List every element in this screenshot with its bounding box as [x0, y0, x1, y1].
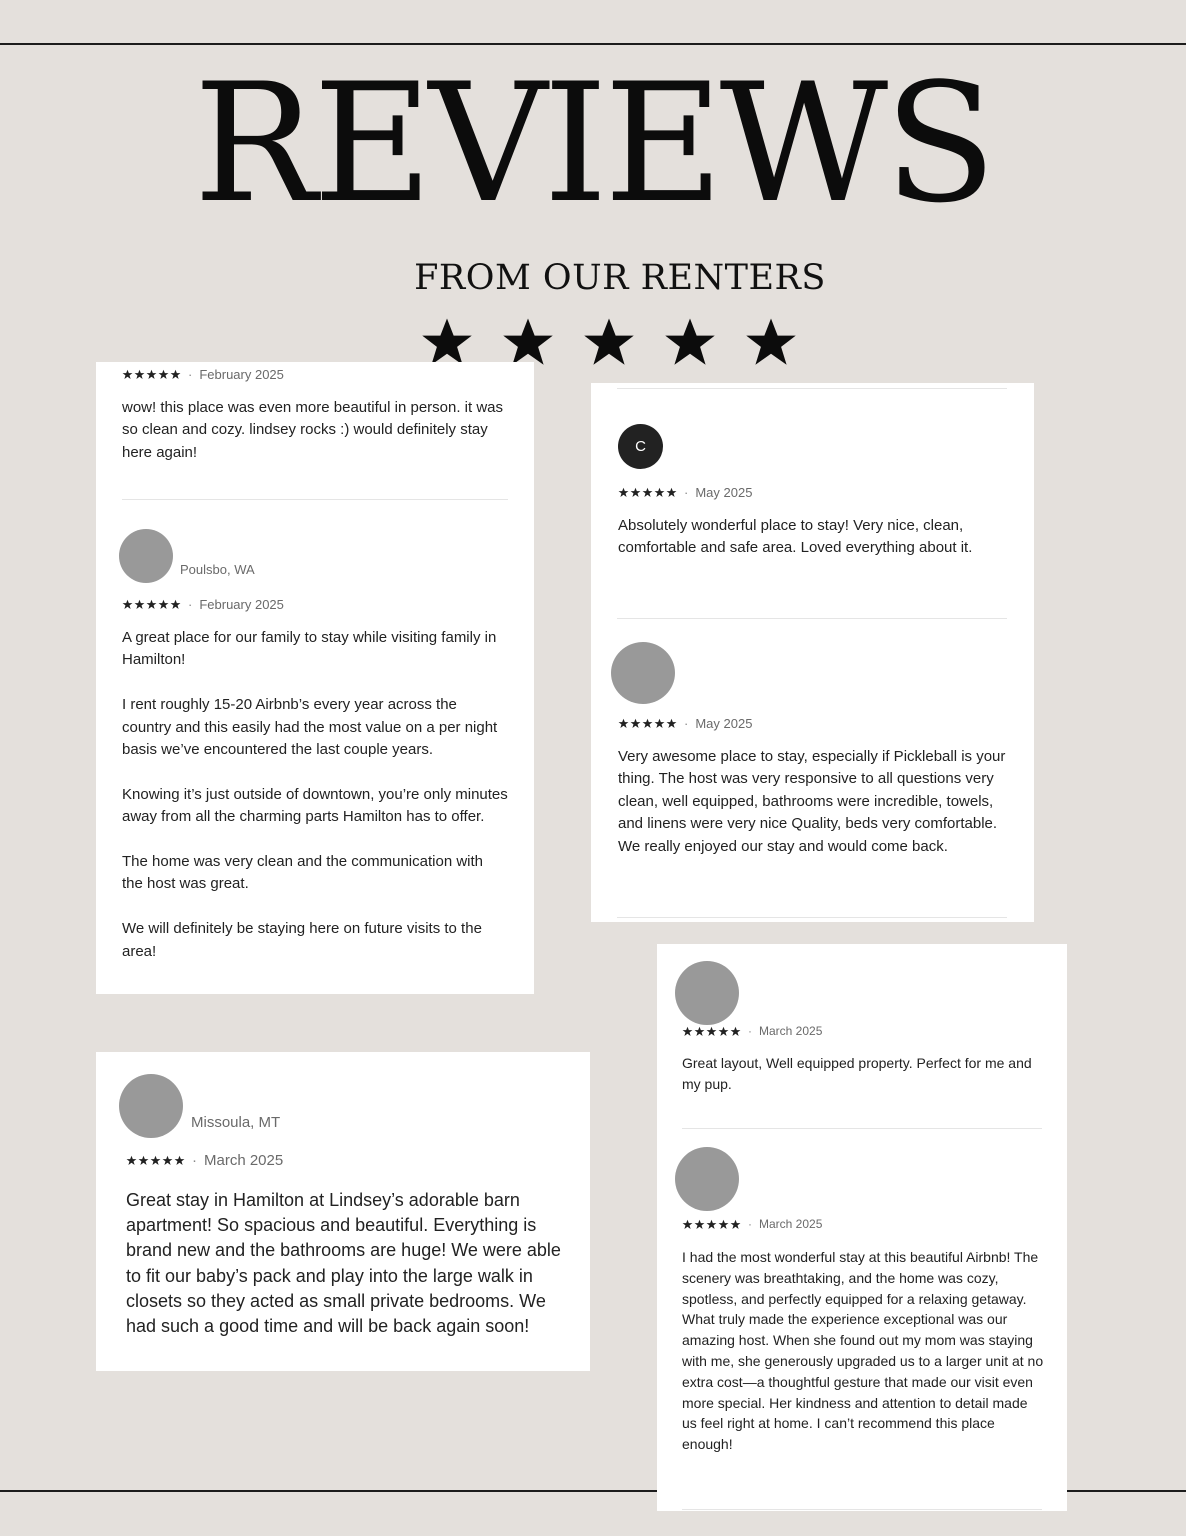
reviewer-avatar: [675, 961, 739, 1025]
star-icon: [655, 315, 725, 370]
top-rule: [0, 43, 1186, 45]
star-icon: [134, 599, 145, 610]
review-date: March 2025: [204, 1152, 284, 1169]
star-icon: [630, 487, 641, 498]
review-meta: · March 2025: [682, 1217, 822, 1231]
star-icon: [706, 1026, 717, 1037]
review-text: Very awesome place to stay, especially if Pickleball is your thing. The host was very responsive to all questions very clean, well equipped, bathrooms were incredible, towels, and linens were very nice Quality, beds very comfortable. We really enjoyed our stay and would come back.: [618, 748, 1006, 855]
review-divider: [682, 1509, 1042, 1510]
review-item: [96, 1052, 590, 1371]
review-card: [96, 1052, 590, 1371]
page-title: REVIEWS: [193, 48, 993, 239]
review-meta: · February 2025: [122, 597, 284, 612]
star-icon: [666, 487, 677, 498]
reviewer-avatar: [611, 642, 675, 704]
reviewer-avatar: [119, 1074, 183, 1138]
review-date: May 2025: [695, 716, 753, 731]
review-item: [96, 522, 534, 994]
star-icon: [162, 1155, 173, 1166]
review-date: March 2025: [759, 1217, 823, 1231]
star-icon: [618, 487, 629, 498]
rating-stars: [618, 718, 677, 729]
review-divider: [617, 388, 1007, 389]
rating-stars: [682, 1219, 741, 1230]
reviewer-avatar: [119, 529, 173, 583]
star-icon: [718, 1219, 729, 1230]
review-text: A great place for our family to stay while visiting family in Hamilton! I rent roughly 15-20 Airbnb’s every year across the country and this easily had the most value on a per night basis we’ve encountered the last couple years. Knowing it’s just outside of downtown, you’re only minutes away from all the charming parts Hamilton has to offer. The home was very clean and the communication with the host was great. We will definitely be staying here on future visits to the area!: [122, 629, 508, 960]
reviewer-avatar: C: [618, 424, 663, 469]
star-icon: [706, 1219, 717, 1230]
star-icon: [682, 1026, 693, 1037]
rating-stars: [126, 1155, 185, 1166]
review-item: [591, 403, 1034, 618]
review-text: Great stay in Hamilton at Lindsey’s adorable barn apartment! So spacious and beautiful. Everything is brand new and the bathrooms are huge! We were able to fit our baby’s pack and play into the large walk in closets so they acted as small private bedrooms. We had such a good time and will be back again soon!: [126, 1190, 561, 1337]
rating-stars: [122, 369, 181, 380]
review-item: [657, 1144, 1067, 1494]
review-date: May 2025: [695, 485, 753, 500]
star-icon: [666, 718, 677, 729]
review-item: [591, 633, 1034, 913]
star-icon: [618, 718, 629, 729]
star-icon: [122, 599, 133, 610]
review-item: [96, 362, 534, 502]
star-icon: [146, 369, 157, 380]
star-icon: [174, 1155, 185, 1166]
star-icon: [170, 369, 181, 380]
page-subtitle: FROM OUR RENTERS: [414, 258, 826, 298]
star-icon: [730, 1026, 741, 1037]
review-meta: · May 2025: [618, 716, 752, 731]
rating-stars: [618, 487, 677, 498]
star-icon: [736, 315, 806, 370]
review-text: wow! this place was even more beautiful in person. it was so clean and cozy. lindsey rocks :) would definitely stay here again!: [122, 399, 504, 461]
review-date: February 2025: [199, 597, 284, 612]
star-icon: [718, 1026, 729, 1037]
star-icon: [694, 1219, 705, 1230]
review-text: Great layout, Well equipped property. Perfect for me and my pup.: [682, 1055, 1032, 1092]
star-icon: [138, 1155, 149, 1166]
star-icon: [170, 599, 181, 610]
star-icon: [682, 1219, 693, 1230]
star-icon: [150, 1155, 161, 1166]
star-icon: [730, 1219, 741, 1230]
review-meta: · February 2025: [122, 367, 284, 382]
review-meta: · May 2025: [618, 485, 752, 500]
star-icon: [654, 718, 665, 729]
review-date: March 2025: [759, 1024, 823, 1038]
star-icon: [654, 487, 665, 498]
star-icon: [134, 369, 145, 380]
review-divider: [682, 1128, 1042, 1129]
star-icon: [158, 369, 169, 380]
rating-stars: [682, 1026, 741, 1037]
reviewer-avatar: [675, 1147, 739, 1211]
star-icon: [574, 315, 644, 370]
star-icon: [158, 599, 169, 610]
review-card: [657, 944, 1067, 1511]
review-divider: [617, 917, 1007, 918]
star-icon: [630, 718, 641, 729]
star-icon: [122, 369, 133, 380]
star-icon: [642, 487, 653, 498]
review-item: [657, 944, 1067, 1128]
review-divider: [617, 618, 1007, 619]
reviewer-location: Poulsbo, WA: [180, 562, 255, 577]
review-card: [96, 362, 534, 994]
reviewer-location: Missoula, MT: [191, 1114, 281, 1131]
review-card: [591, 383, 1034, 922]
star-icon: [642, 718, 653, 729]
review-text: I had the most wonderful stay at this beautiful Airbnb! The scenery was breathtaking, and the home was cozy, spotless, and perfectly equipped for a relaxing getaway. What truly made the experience exceptional was our amazing host. When she found out my mom was staying with me, she generously upgraded us to a larger unit at no extra cost—a thoughtful gesture that made our visit even more special. Her kindness and attention to detail made us feel right at home. I can’t recommend this place enough!: [682, 1249, 1044, 1453]
review-text: Absolutely wonderful place to stay! Very nice, clean, comfortable and safe area. Loved everything about it.: [618, 517, 973, 557]
review-divider: [122, 499, 508, 500]
star-icon: [126, 1155, 137, 1166]
rating-stars: [122, 599, 181, 610]
star-icon: [146, 599, 157, 610]
review-meta: · March 2025: [682, 1024, 822, 1038]
review-meta: · March 2025: [126, 1152, 283, 1169]
star-icon: [694, 1026, 705, 1037]
review-date: February 2025: [199, 367, 284, 382]
